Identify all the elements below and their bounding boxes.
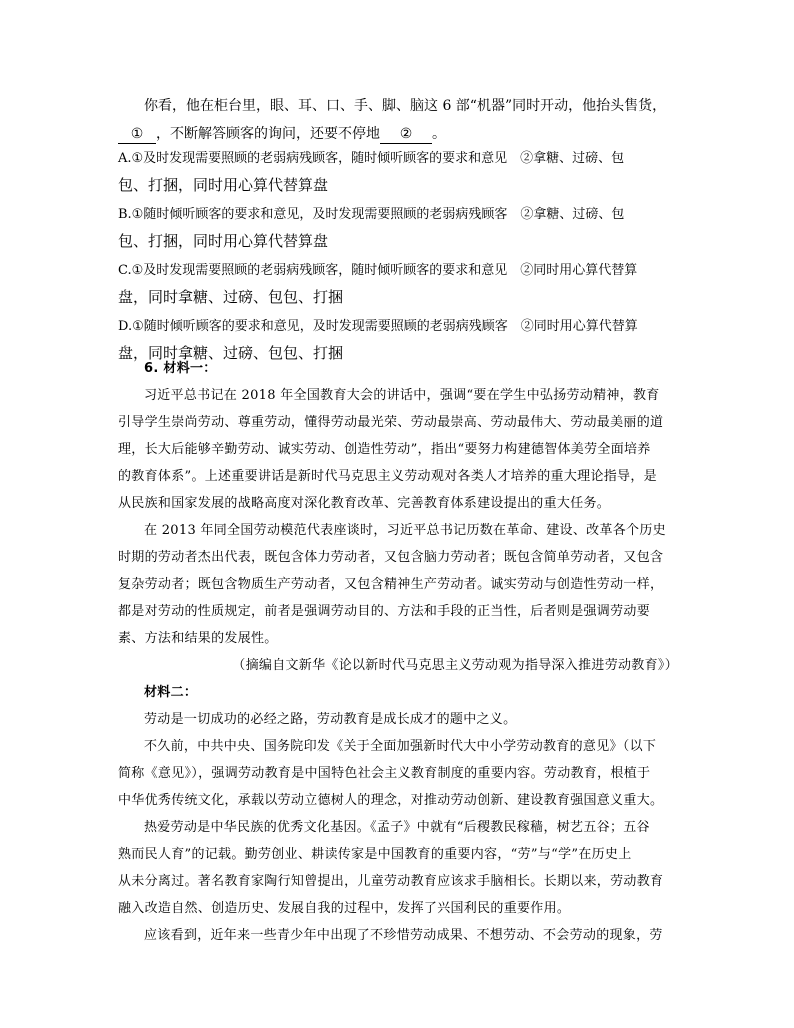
paragraph-line: 在 2013 年同全国劳动模范代表座谈时，习近平总书记历数在革命、建设、改革各个历史 — [144, 523, 666, 538]
paragraph-line: 复杂劳动者；既包含物质生产劳动者，又包含精神生产劳动者。诚实劳动与创造性劳动一样， — [118, 577, 664, 592]
paragraph-line: 从未分离过。著名教育家陶行知曾提出，儿童劳动教育应该求手脑相长。长期以来，劳动教育 — [118, 874, 664, 889]
option-c-line-1: C.①及时发现需要照顾的老弱病残顾客，随时倾听顾客的要求和意见 ②同时用心算代替算 — [118, 263, 638, 278]
material-2-paragraph-4 — [118, 922, 678, 949]
option-b-line-2: 包、打捆，同时用心算代替算盘 — [118, 232, 329, 250]
paragraph-line: 都是对劳动的性质规定，前者是强调劳动目的、方法和手段的正当性，后者则是强调劳动要 — [118, 604, 651, 619]
paragraph-line: 习近平总书记在 2018 年全国教育大会的讲话中，强调“要在学生中弘扬劳动精神，教育 — [144, 388, 660, 403]
option-c — [118, 258, 678, 310]
paragraph-line: 引导学生崇尚劳动、尊重劳动，懂得劳动最光荣、劳动最崇高、劳动最伟大、劳动最美丽的道 — [118, 415, 664, 430]
question-5-options — [118, 146, 678, 370]
question-5-stem — [118, 92, 678, 148]
paragraph-line: 劳动是一切成功的必经之路，劳动教育是成长成才的题中之义。 — [144, 712, 517, 727]
stem-line-1: 你看，他在柜台里，眼、耳、口、手、脚、脑这 6 部“机器”同时开动，他抬头售货， — [144, 98, 667, 114]
paragraph-line: 理，长大后能够辛勤劳动、诚实劳动、创造性劳动”，指出“要努力构建德智体美劳全面培养 — [118, 442, 651, 457]
paragraph-line: 中华优秀传统文化，承载以劳动立德树人的理念，对推动劳动创新、建设教育强国意义重大。 — [118, 793, 664, 808]
paragraph-line: 应该看到，近年来一些青少年中出现了不珍惜劳动成果、不想劳动、不会劳动的现象，劳 — [144, 928, 663, 943]
paragraph-line: 融入改造自然、创造历史、发展自我的过程中，发挥了兴国利民的重要作用。 — [118, 901, 571, 916]
paragraph-line: 素、方法和结果的发展性。 — [118, 631, 278, 646]
material-2-paragraph-3 — [118, 814, 678, 922]
material-1-source: （摘编自文新华《论以新时代马克思主义劳动观为指导深入推进劳动教育》） — [232, 658, 678, 673]
material-2-paragraph-2 — [118, 733, 678, 814]
paragraph-line: 熟而民人育”的记载。勤劳创业、耕读传家是中国教育的重要内容，“劳”与“学”在历史上 — [118, 847, 632, 862]
paragraph-line: 不久前，中共中央、国务院印发《关于全面加强新时代大中小学劳动教育的意见》（以下 — [144, 739, 657, 754]
option-d-line-2: 盘，同时拿糖、过磅、包包、打捆 — [118, 344, 344, 362]
option-c-line-2: 盘，同时拿糖、过磅、包包、打捆 — [118, 288, 344, 306]
answer-blank-2: ② — [380, 125, 432, 144]
material-1-heading: 6. 材料一： — [144, 361, 217, 376]
material-1-paragraph-1 — [118, 382, 678, 517]
paragraph-line: 时期的劳动者杰出代表，既包含体力劳动者，又包含脑力劳动者；既包含简单劳动者，又包含 — [118, 550, 664, 565]
option-a-line-2: 包、打捆，同时用心算代替算盘 — [118, 176, 329, 194]
answer-blank-1: ① — [118, 125, 156, 144]
option-a — [118, 146, 678, 198]
option-b-line-1: B.①随时倾听顾客的要求和意见，及时发现需要照顾的老弱病残顾客 ②拿糖、过磅、包 — [118, 207, 625, 222]
question-6-materials — [118, 355, 678, 949]
option-b — [118, 202, 678, 254]
option-a-line-1: A.①及时发现需要照顾的老弱病残顾客，随时倾听顾客的要求和意见 ②拿糖、过磅、包 — [118, 151, 625, 166]
stem-line-2-mid: ，不断解答顾客的询问，还要不停地 — [156, 126, 380, 142]
material-2-paragraph-1 — [118, 706, 678, 733]
option-d-line-1: D.①随时倾听顾客的要求和意见，及时发现需要照顾的老弱病残顾客 ②同时用心算代替算 — [118, 319, 638, 334]
paragraph-line: 从民族和国家发展的战略高度对深化教育改革、完善教育体系建设提出的重大任务。 — [118, 496, 611, 511]
material-2-heading: 材料二： — [144, 685, 198, 700]
stem-line-2-end: 。 — [432, 126, 446, 142]
paragraph-line: 的教育体系”。上述重要讲话是新时代马克思主义劳动观对各类人才培养的重大理论指导，是 — [118, 469, 657, 484]
paragraph-line: 简称《意见》），强调劳动教育是中国特色社会主义教育制度的重要内容。劳动教育，根植于 — [118, 766, 651, 781]
paragraph-line: 热爱劳动是中华民族的优秀文化基因。《孟子》中就有“后稷教民稼穑，树艺五谷；五谷 — [144, 820, 650, 835]
material-1-paragraph-2 — [118, 517, 678, 652]
